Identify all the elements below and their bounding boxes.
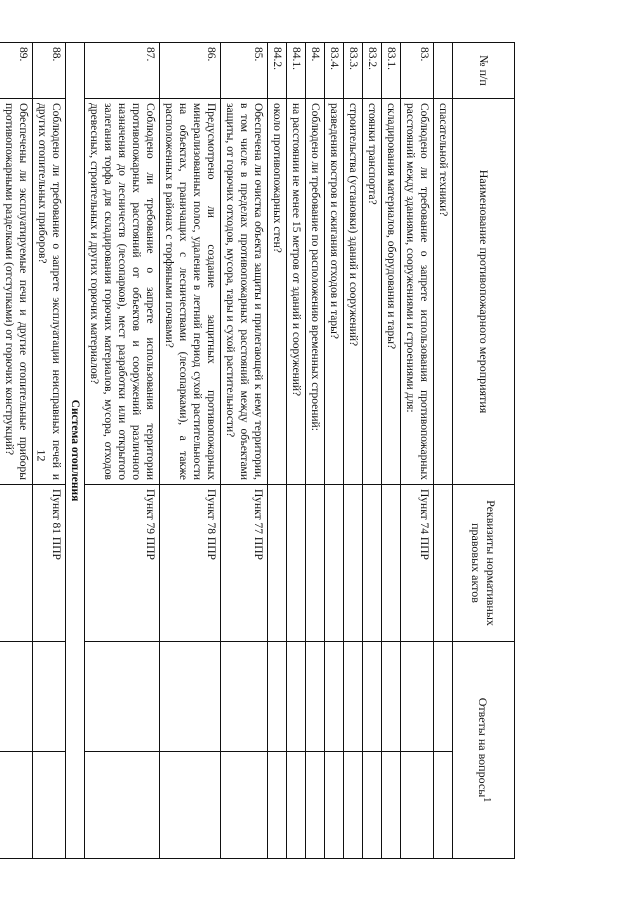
row-number: 83.2.	[362, 43, 381, 99]
table-row	[0, 43, 32, 859]
header-num: № п/п	[453, 43, 515, 99]
row-requisites	[286, 485, 305, 642]
answer-cell[interactable]	[220, 642, 267, 752]
row-measure: Соблюдено ли требование по расположению временных строений:	[305, 99, 324, 485]
row-requisites	[267, 485, 286, 642]
answer-cell[interactable]	[343, 752, 362, 859]
answer-cell[interactable]	[84, 752, 159, 859]
row-measure: разведения костров и сжигания отходов и тары?	[324, 99, 343, 485]
table-row	[324, 43, 343, 859]
answer-cell[interactable]	[286, 752, 305, 859]
answer-cell[interactable]	[159, 752, 220, 859]
row-number: 84.	[305, 43, 324, 99]
answer-cell[interactable]	[159, 642, 220, 752]
row-requisites	[381, 485, 400, 642]
row-measure: на расстоянии не менее 15 метров от зданий и сооружений?	[286, 99, 305, 485]
answer-cell[interactable]	[0, 752, 32, 859]
answer-cell[interactable]	[343, 642, 362, 752]
answer-cell[interactable]	[381, 642, 400, 752]
answer-cell[interactable]	[362, 642, 381, 752]
table-row	[267, 43, 286, 859]
row-requisites: Пункт 79 ППР	[84, 485, 159, 642]
answer-cell[interactable]	[400, 642, 433, 752]
answer-cell[interactable]	[267, 752, 286, 859]
table-row	[286, 43, 305, 859]
row-number: 86.	[159, 43, 220, 99]
table-row	[220, 43, 267, 859]
header-name: Наименование противопожарного мероприятия	[453, 99, 515, 485]
answer-cell[interactable]	[84, 642, 159, 752]
row-number: 87.	[84, 43, 159, 99]
row-measure: строительства (установки) зданий и сооружений?	[343, 99, 362, 485]
answer-cell[interactable]	[433, 752, 452, 859]
checklist-table	[0, 42, 515, 859]
row-measure: Соблюдено ли требование о запрете использования противопожарных расстояний между зданиями, сооружениями и строениями для:	[400, 99, 433, 485]
answer-cell[interactable]	[267, 642, 286, 752]
row-requisites	[324, 485, 343, 642]
answer-cell[interactable]	[0, 642, 32, 752]
table-row	[433, 43, 452, 859]
answer-cell[interactable]	[305, 642, 324, 752]
header-requisites: Реквизиты нормативных правовых актов	[453, 485, 515, 642]
table-row	[84, 43, 159, 859]
row-requisites	[433, 485, 452, 642]
answer-cell[interactable]	[305, 752, 324, 859]
row-number: 83.4.	[324, 43, 343, 99]
table-row	[159, 43, 220, 859]
section-title: Система отопления	[65, 43, 84, 859]
answer-cell[interactable]	[400, 752, 433, 859]
row-number: 83.3.	[343, 43, 362, 99]
footnote-mark: 1	[480, 797, 492, 803]
row-requisites: Пункт 78 ППР	[159, 485, 220, 642]
row-number: 85.	[220, 43, 267, 99]
answer-cell[interactable]	[32, 642, 65, 752]
page-number: 12	[34, 449, 49, 462]
header-answers	[453, 642, 515, 859]
table-header	[453, 43, 515, 859]
answer-cell[interactable]	[324, 752, 343, 859]
table-row	[400, 43, 433, 859]
row-measure: Обеспечены ли эксплуатируемые печи и другие отопительные приборы противопожарными разделками (отступками) от горючих конструкций?	[0, 99, 32, 485]
row-requisites: Пункт 77 ППР	[220, 485, 267, 642]
row-measure: Обеспечена ли очистка объекта защиты и прилегающей к нему территории, в том числе в пределах противопожарных расстояний между объектами защиты, от горючих отходов, мусора, тары и сухой растительности?	[220, 99, 267, 485]
header-answers-label: Ответы на вопросы	[475, 697, 490, 798]
row-requisites: Пункт 74 ППР	[400, 485, 433, 642]
answer-cell[interactable]	[381, 752, 400, 859]
row-number: 84.2.	[267, 43, 286, 99]
row-measure: Предусмотрено ли создание защитных противопожарных минерализованных полос, удаление в летний период сухой растительности на объектах, граничащих с лесничествами (лесопарками), а также расположенных в районах с торфяными почвами?	[159, 99, 220, 485]
answer-cell[interactable]	[433, 642, 452, 752]
row-requisites	[305, 485, 324, 642]
row-measure: спасательной техники?	[433, 99, 452, 485]
answer-cell[interactable]	[32, 752, 65, 859]
row-measure: около противопожарных стен?	[267, 99, 286, 485]
table-row	[305, 43, 324, 859]
table-row	[32, 43, 65, 859]
answer-cell[interactable]	[220, 752, 267, 859]
answer-cell[interactable]	[324, 642, 343, 752]
table-body	[0, 43, 453, 859]
row-measure: стоянки транспорта?	[362, 99, 381, 485]
row-number: 89.	[0, 43, 32, 99]
row-requisites: Пункт 81 ППР	[32, 485, 65, 642]
row-number: 88.	[32, 43, 65, 99]
row-measure: Соблюдено ли требование о запрете эксплуатации неисправных печей и других отопительных приборов?	[32, 99, 65, 485]
table-row	[381, 43, 400, 859]
row-requisites	[362, 485, 381, 642]
row-requisites	[0, 485, 32, 642]
row-number: 83.1.	[381, 43, 400, 99]
row-number: 84.1.	[286, 43, 305, 99]
row-measure: Соблюдено ли требование о запрете использования территории противопожарных расстояний от объектов и сооружений различного назначения до лесничеств (лесопарков), мест разработки или открытого залегания торфа для складирования горючих материалов, мусора, отходов древесных, строительных и других горючих материалов?	[84, 99, 159, 485]
row-number: 83.	[400, 43, 433, 99]
row-number	[433, 43, 452, 99]
answer-cell[interactable]	[362, 752, 381, 859]
table-row	[362, 43, 381, 859]
row-measure: складирования материалов, оборудования и тары?	[381, 99, 400, 485]
row-requisites	[343, 485, 362, 642]
answer-cell[interactable]	[286, 642, 305, 752]
section-row	[65, 43, 84, 859]
table-row	[343, 43, 362, 859]
